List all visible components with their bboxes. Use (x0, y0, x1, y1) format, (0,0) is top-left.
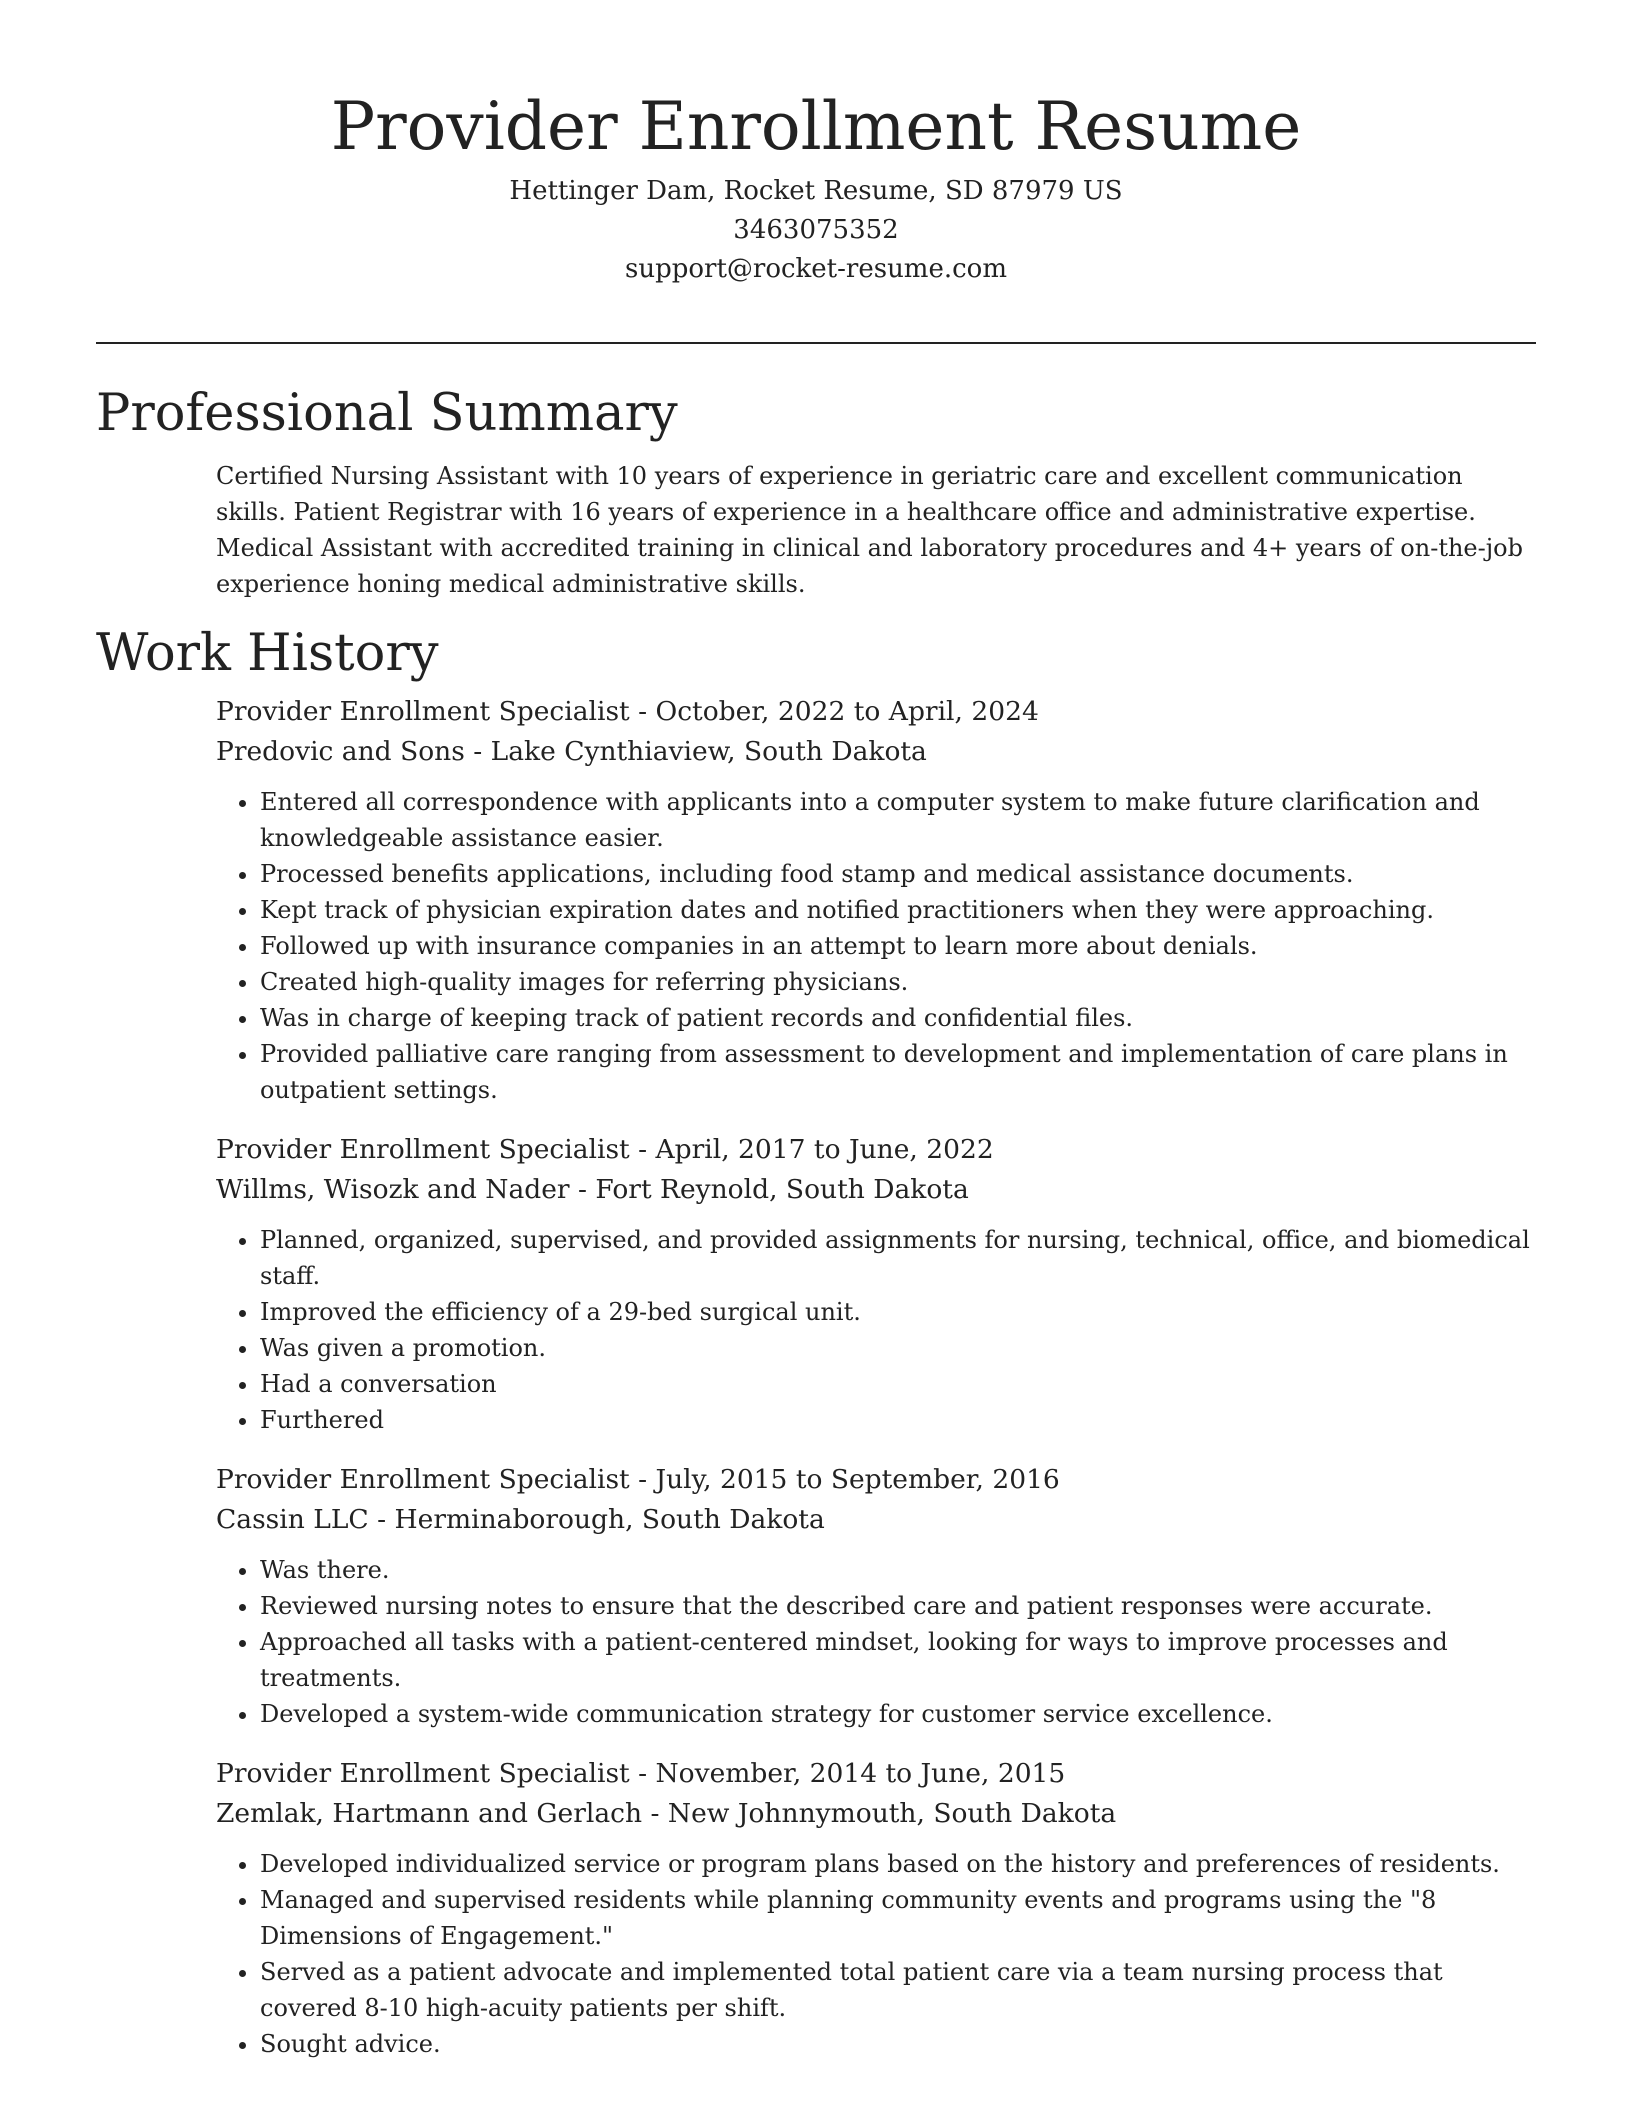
job-entry (216, 1460, 1536, 1732)
list-item: • Created high-quality images for referring physicians. (260, 964, 1536, 1000)
job-location: - New Johnnymouth, South Dakota (642, 1798, 1117, 1829)
section-heading-summary: Professional Summary (96, 384, 678, 443)
job-title-line (216, 1460, 1536, 1500)
job-company: Predovic and Sons (216, 736, 465, 767)
section-heading-work-history: Work History (96, 624, 439, 683)
list-item: • Reviewed nursing notes to ensure that the described care and patient responses were accurate. (260, 1588, 1536, 1624)
list-item: • Improved the efficiency of a 29-bed surgical unit. (260, 1294, 1536, 1330)
job-company-line (216, 1500, 1536, 1540)
job-title: Provider Enrollment Specialist (216, 696, 630, 727)
summary-text: Certified Nursing Assistant with 10 years of experience in geriatric care and excellent communication skills. Patient Registrar with 16 years of experience in a healthcare office and administrative expertise. Medical Assistant with accredited training in clinical and laboratory procedures and 4+ years of on-the-job experience honing medical administrative skills. (216, 462, 1523, 598)
job-title: Provider Enrollment Specialist (216, 1464, 630, 1495)
job-title-line (216, 1754, 1536, 1794)
job-company-line (216, 1170, 1536, 1210)
list-item: • Was given a promotion. (260, 1330, 1536, 1366)
list-item: • Was there. (260, 1552, 1536, 1588)
list-item: • Sought advice. (260, 2026, 1536, 2062)
job-title-line (216, 692, 1536, 732)
work-history-section (96, 616, 1536, 2062)
list-item: • Planned, organized, supervised, and provided assignments for nursing, technical, office, and biomedical staff. (260, 1222, 1536, 1294)
list-item: • Approached all tasks with a patient-centered mindset, looking for ways to improve processes and treatments. (260, 1624, 1536, 1696)
job-entry (216, 1130, 1536, 1438)
resume-header (96, 82, 1536, 289)
job-bullets (216, 1222, 1536, 1438)
list-item: • Furthered (260, 1402, 1536, 1438)
job-dates: - July, 2015 to September, 2016 (629, 1464, 1060, 1495)
job-location: - Fort Reynold, South Dakota (569, 1174, 969, 1205)
job-dates: - November, 2014 to June, 2015 (629, 1758, 1066, 1789)
list-item: • Was in charge of keeping track of patient records and confidential files. (260, 1000, 1536, 1036)
job-location: - Herminaborough, South Dakota (368, 1504, 825, 1535)
list-item: • Had a conversation (260, 1366, 1536, 1402)
job-company-line (216, 732, 1536, 772)
job-company: Zemlak, Hartmann and Gerlach (216, 1798, 643, 1829)
list-item: • Provided palliative care ranging from assessment to development and implementation of care plans in outpatient settings. (260, 1036, 1536, 1108)
job-company: Willms, Wisozk and Nader (216, 1174, 570, 1205)
job-entry (216, 1754, 1536, 2062)
page-title: Provider Enrollment Resume (330, 88, 1302, 165)
list-item: • Entered all correspondence with applicants into a computer system to make future clarification and knowledgeable assistance easier. (260, 784, 1536, 856)
job-dates: - April, 2017 to June, 2022 (629, 1134, 994, 1165)
header-divider (96, 342, 1536, 344)
list-item: • Served as a patient advocate and implemented total patient care via a team nursing process that covered 8-10 high-acuity patients per shift. (260, 1954, 1536, 2026)
job-company: Cassin LLC (216, 1504, 369, 1535)
job-title-line (216, 1130, 1536, 1170)
job-title: Provider Enrollment Specialist (216, 1758, 630, 1789)
job-title: Provider Enrollment Specialist (216, 1134, 630, 1165)
job-bullets (216, 1846, 1536, 2062)
list-item: • Managed and supervised residents while planning community events and programs using the "8 Dimensions of Engagement." (260, 1882, 1536, 1954)
job-bullets (216, 1552, 1536, 1732)
list-item: • Processed benefits applications, including food stamp and medical assistance documents. (260, 856, 1536, 892)
list-item: • Followed up with insurance companies in an attempt to learn more about denials. (260, 928, 1536, 964)
list-item: • Kept track of physician expiration dates and notified practitioners when they were approaching. (260, 892, 1536, 928)
list-item: • Developed individualized service or program plans based on the history and preferences of residents. (260, 1846, 1536, 1882)
resume-content (96, 376, 1536, 2084)
list-item: • Developed a system-wide communication strategy for customer service excellence. (260, 1696, 1536, 1732)
job-company-line (216, 1794, 1536, 1834)
contact-phone: 3463075352 (733, 215, 899, 245)
job-location: - Lake Cynthiaview, South Dakota (464, 736, 927, 767)
contact-address: Hettinger Dam, Rocket Resume, SD 87979 US (509, 176, 1123, 206)
job-entry (216, 692, 1536, 1108)
professional-summary-section (96, 376, 1536, 602)
job-dates: - October, 2022 to April, 2024 (629, 696, 1039, 727)
contact-email: support@rocket-resume.com (624, 254, 1007, 284)
job-bullets (216, 784, 1536, 1108)
